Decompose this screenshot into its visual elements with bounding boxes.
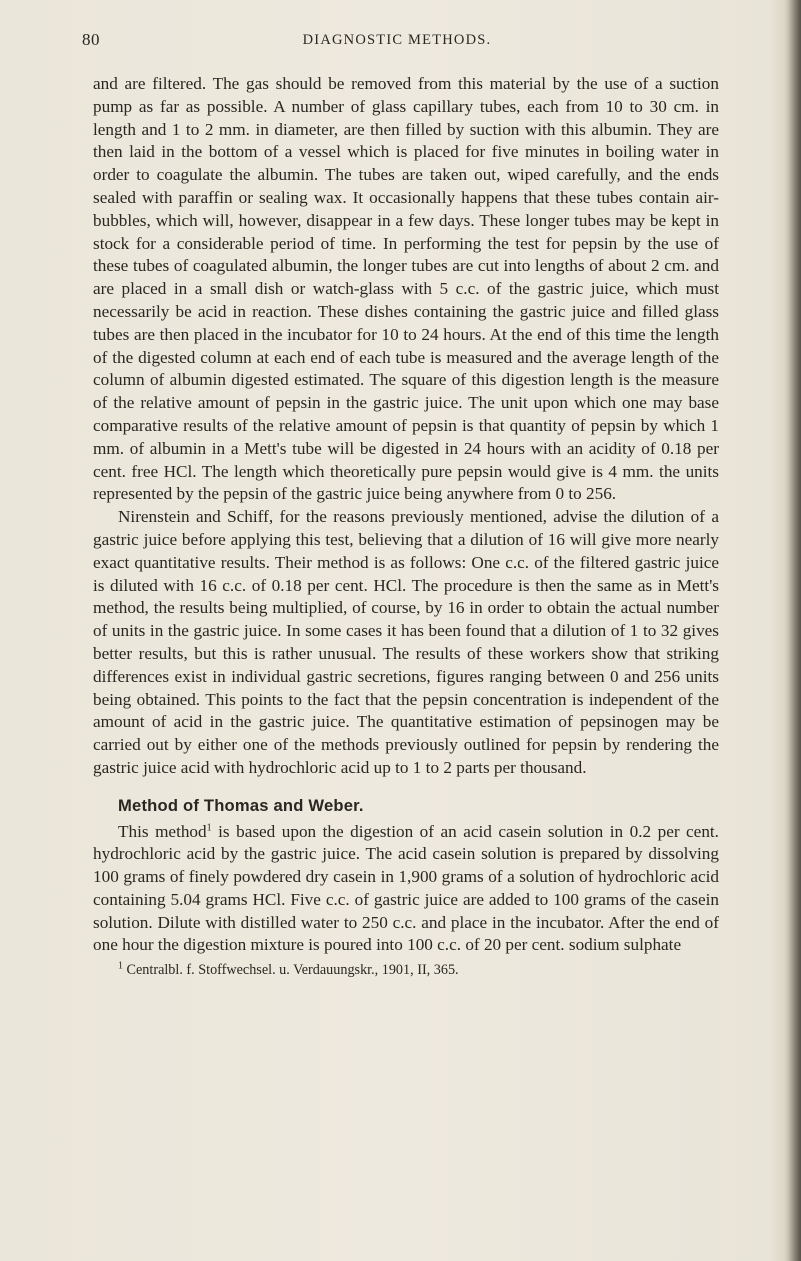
paragraph: Nirenstein and Schiff, for the reasons previously mentioned, advise the dilution of a gastric juice before applying this test, believing that a dilution of 16 will give more nearly exact quantitative results. Their method is as follows: One c.c. of the filtered gastric juice is diluted with 16 c.c. of 0.18 per cent. HCl. The procedure is then the same as in Mett's method, the results being multiplied, of course, by 16 in order to obtain the actual number of units in the gastric juice. In some cases it has been found that a dilution of 1 to 32 gives better results, but this is rather unusual. The results of these workers show that striking differences exist in individual gastric secretions, figures ranging between 0 and 256 units being obtained. This points to the fact that the pepsin concentration is independent of the amount of acid in the gastric juice. The quantitative estimation of pepsinogen may be carried out by either one of the methods previously outlined for pepsin by rendering the gastric juice acid with hydrochloric acid up to 1 to 2 parts per thousand.: [93, 507, 719, 777]
body-text: [93, 73, 719, 979]
paragraph: [93, 821, 719, 958]
footnote-reference: 1: [206, 821, 212, 833]
footnote-mark: 1: [118, 960, 123, 972]
paragraph: and are filtered. The gas should be removed from this material by the use of a suction pump as far as possible. A number of glass capillary tubes, each from 10 to 30 cm. in length and 1 to 2 mm. in diameter, are then filled by suction with this albumin. They are then laid in the bottom of a vessel which is placed for five minutes in boiling water in order to coagulate the albumin. The tubes are taken out, wiped carefully, and the ends sealed with paraffin or sealing wax. It occasionally happens that these tubes contain air-bubbles, which will, however, disappear in a few days. These longer tubes may be kept in stock for a considerable period of time. In performing the test for pepsin by the use of these tubes of coagulated albumin, the longer tubes are cut into lengths of about 2 cm. and are placed in a small dish or watch-glass with 5 c.c. of the gastric juice, which must necessarily be acid in reaction. These dishes containing the gastric juice and filled glass tubes are then placed in the incubator for 10 to 24 hours. At the end of this time the length of the digested column at each end of each tube is measured and the average length of the column of albumin digested estimated. The square of this digestion length is the measure of the relative amount of pepsin in the gastric juice. The unit upon which one may base comparative results of the relative amount of pepsin is that quantity of pepsin by which 1 mm. of albumin in a Mett's tube will be digested in 24 hours with an acidity of 0.18 per cent. free HCl. The length which theoretically pure pepsin would give is 4 mm. the units represented by the pepsin of the gastric juice being anywhere from 0 to 256.: [93, 74, 719, 504]
footnote: [118, 961, 719, 979]
running-head: DIAGNOSTIC METHODS.: [302, 32, 492, 48]
page-edge-shadow: [785, 0, 801, 1261]
footnote-text: Centralbl. f. Stoffwechsel. u. Verdauungskr., 1901, II, 365.: [123, 962, 459, 979]
paragraph-text: This method: [118, 821, 207, 841]
paragraph-text: is based upon the digestion of an acid casein solution in 0.2 per cent. hydrochloric acid by the gastric juice. The acid casein solution is prepared by dissolving 100 grams of finely powdered dry casein in 1,900 grams of a solution of hydrochloric acid containing 5.04 grams HCl. Five c.c. of gastric juice are added to 100 grams of the casein solution. Dilute with distilled water to 250 c.c. and place in the incubator. After the end of one hour the digestion mixture is poured into 100 c.c. of 20 per cent. sodium sulphate: [93, 821, 719, 955]
page-header: [82, 30, 712, 54]
page-number: 80: [82, 30, 100, 49]
section-heading: Method of Thomas and Weber.: [118, 795, 364, 815]
